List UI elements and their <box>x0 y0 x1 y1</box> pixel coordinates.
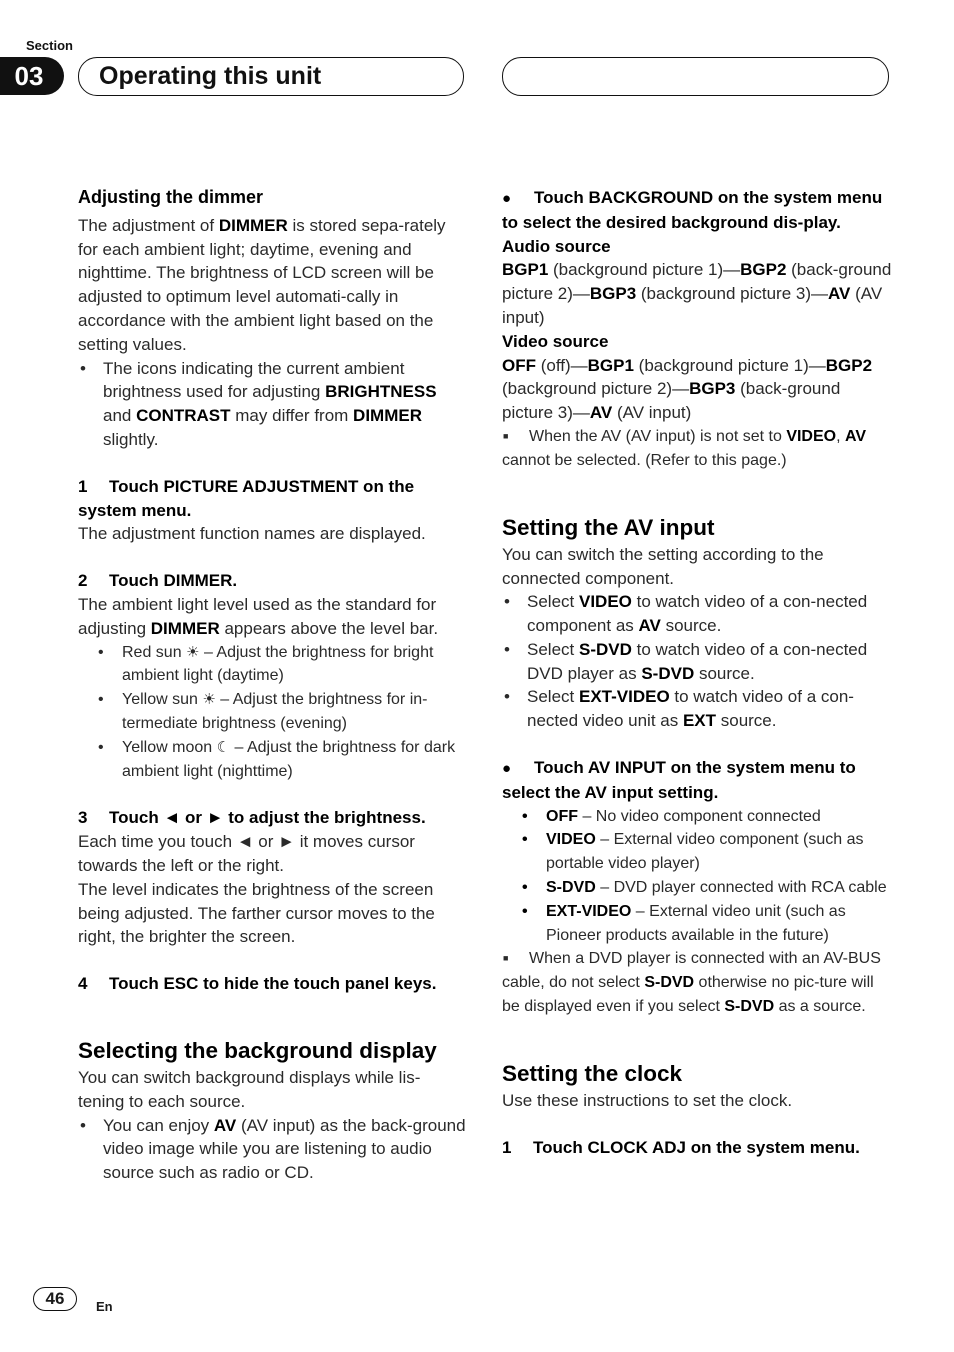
av-option-video: • VIDEO – External video component (such as portable video player) <box>502 828 892 876</box>
av-option-s-dvd: • S-DVD – DVD player connected with RCA cable <box>502 876 892 900</box>
language-label: En <box>96 1299 113 1314</box>
moon-icon: ☾ <box>216 738 231 756</box>
step-3: 3 Touch ◄ or ► to adjust the brightness. <box>78 808 426 828</box>
yellow-sun-item: • Yellow sun ☀ – Adjust the brightness for in-termediate brightness (evening) <box>78 688 466 736</box>
dimmer-intro: The adjustment of DIMMER is stored sepa-rately for each ambient light; daytime, evening and nighttime. The brightness of LCD screen will be adjusted to optimum level automati-cally in accordance with the ambient light based on the setting values. <box>78 215 446 354</box>
av-bullet-video: • Select VIDEO to watch video of a con-nected component as AV source. <box>502 590 892 638</box>
clock-intro: Use these instructions to set the clock. <box>502 1090 793 1110</box>
red-sun-item: • Red sun ☀ – Adjust the brightness for bright ambient light (daytime) <box>78 641 466 689</box>
section-label: Section <box>26 38 73 53</box>
dimmer-heading: Adjusting the dimmer <box>78 187 264 207</box>
background-note: ■ When the AV (AV input) is not set to VIDEO, AV cannot be selected. (Refer to this page.) <box>502 425 892 473</box>
left-column <box>78 186 466 1185</box>
background-step: ● Touch BACKGROUND on the system menu to select the desired background dis-play. <box>502 188 883 232</box>
header-right-box <box>502 57 889 96</box>
page-title: Operating this unit <box>78 57 464 96</box>
background-heading: Selecting the background display <box>78 1037 437 1063</box>
video-source-list: OFF (off)—BGP1 (background picture 1)—BGP2 (background picture 2)—BGP3 (back-ground picture 3)—AV (AV input) <box>502 355 873 423</box>
step-4: 4 Touch ESC to hide the touch panel keys. <box>78 974 437 994</box>
right-column <box>502 186 892 1160</box>
av-bullet-ext-video: • Select EXT-VIDEO to watch video of a con-nected video unit as EXT source. <box>502 685 892 733</box>
step-2-desc: The ambient light level used as the standard for adjusting DIMMER appears above the level bar. <box>78 594 439 638</box>
av-option-off: • OFF – No video component connected <box>502 805 892 829</box>
yellow-moon-item: • Yellow moon ☾ – Adjust the brightness for dark ambient light (nighttime) <box>78 736 466 784</box>
audio-source-label: Audio source <box>502 236 611 256</box>
av-input-step: ● Touch AV INPUT on the system menu to select the AV input setting. <box>502 758 856 802</box>
step-3-desc-1: Each time you touch ◄ or ► it moves cursor towards the left or the right. <box>78 832 415 875</box>
bullet-icon: ● <box>502 760 512 778</box>
background-bullet: • You can enjoy AV (AV input) as the back-ground video image while you are listening to audio source such as radio or CD. <box>78 1114 466 1185</box>
step-1-desc: The adjustment function names are displayed. <box>78 524 426 544</box>
sun-icon: ☀ <box>186 643 200 661</box>
av-option-ext-video: • EXT-VIDEO – External video unit (such as Pioneer products available in the future) <box>502 900 892 948</box>
video-source-label: Video source <box>502 331 609 351</box>
av-bullet-s-dvd: • Select S-DVD to watch video of a con-nected DVD player as S-DVD source. <box>502 638 892 686</box>
page-number: 46 <box>33 1287 77 1311</box>
step-1: 1 Touch PICTURE ADJUSTMENT on the system menu. <box>78 476 415 520</box>
clock-step-1: 1 Touch CLOCK ADJ on the system menu. <box>502 1137 860 1157</box>
av-input-heading: Setting the AV input <box>502 514 715 540</box>
av-input-intro: You can switch the setting according to the connected component. <box>502 544 824 588</box>
section-number-tab: 03 <box>0 57 64 95</box>
note-icon: ■ <box>503 953 509 964</box>
background-intro: You can switch background displays while lis-tening to each source. <box>78 1067 421 1111</box>
av-input-note: ■ When a DVD player is connected with an AV-BUS cable, do not select S-DVD otherwise no pic-ture will be displayed even if you select S-DVD as a source. <box>502 947 892 1019</box>
sun-icon: ☀ <box>202 691 216 709</box>
audio-source-list: BGP1 (background picture 1)—BGP2 (back-ground picture 2)—BGP3 (background picture 3)—AV (AV input) <box>502 260 892 327</box>
step-2: 2 Touch DIMMER. <box>78 571 238 591</box>
bullet-icon: ● <box>502 190 512 207</box>
dimmer-bullet: • The icons indicating the current ambient brightness used for adjusting BRIGHTNESS and CONTRAST may differ from DIMMER slightly. <box>78 357 466 452</box>
step-3-desc-2: The level indicates the brightness of the screen being adjusted. The farther cursor moves to the right, the brighter the screen. <box>78 879 435 947</box>
clock-heading: Setting the clock <box>502 1060 683 1086</box>
note-icon: ■ <box>503 430 509 441</box>
